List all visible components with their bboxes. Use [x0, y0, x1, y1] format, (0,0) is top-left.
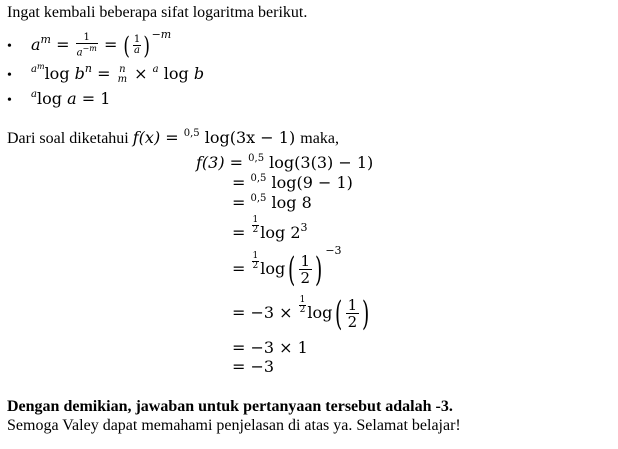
given-statement: Dari soal diketahui f(x) = $^{0,5}$ log(3x − 1) maka,	[7, 128, 339, 147]
step-1: f(3) = $^{0,5}$ log(3(3) − 1)	[196, 153, 374, 172]
step-2: = $^{0,5}$ log(9 − 1)	[232, 173, 353, 192]
conclusion-text: Dengan demikian, jawaban untuk pertanyaan tersebut adalah -3.	[7, 398, 453, 415]
property-3: • $^a$log a = 1	[7, 89, 111, 108]
fraction: n m	[117, 63, 128, 85]
step-4: = $\frac{1}{2}$ $\log 2^3$	[232, 215, 308, 242]
bullet-icon: •	[7, 39, 12, 54]
bullet-icon: •	[7, 93, 12, 108]
step-3: = $^{0,5}$ log 8	[232, 193, 312, 212]
intro-text: Ingat kembali beberapa sifat logaritma berikut.	[7, 4, 308, 21]
step-6: = −3 × $\frac{1}{2}$ log( $\frac{1}{2}$ )	[232, 293, 370, 334]
step-7: = −3 × 1	[232, 338, 308, 357]
fraction: $\frac{1}{2}$	[252, 251, 259, 271]
property-1: • $a^m$ = $\frac{1}{a^{-m}}$ = ( $\frac{1}{a}$ )$^{-m}$	[7, 28, 172, 60]
fraction: $\frac{1}{2}$	[300, 252, 311, 287]
property-2: • $^{am}$log $b^n$ = n m × $^a$ log b	[7, 62, 205, 85]
fraction: $\frac{1}{2}$	[347, 296, 358, 331]
step-5: = $\frac{1}{2}$ log( $\frac{1}{2}$ ) $^{-3}$	[232, 244, 342, 290]
bullet-icon: •	[7, 68, 12, 83]
closing-text: Semoga Valey dapat memahami penjelasan di atas ya. Selamat belajar!	[7, 417, 461, 434]
step-8: = −3	[232, 357, 275, 376]
fraction: $\frac{1}{a}$	[133, 34, 141, 56]
fraction: $\frac{1}{a^{-m}}$	[76, 31, 97, 59]
fraction: $\frac{1}{2}$	[252, 215, 259, 235]
fraction: $\frac{1}{2}$	[299, 295, 306, 315]
